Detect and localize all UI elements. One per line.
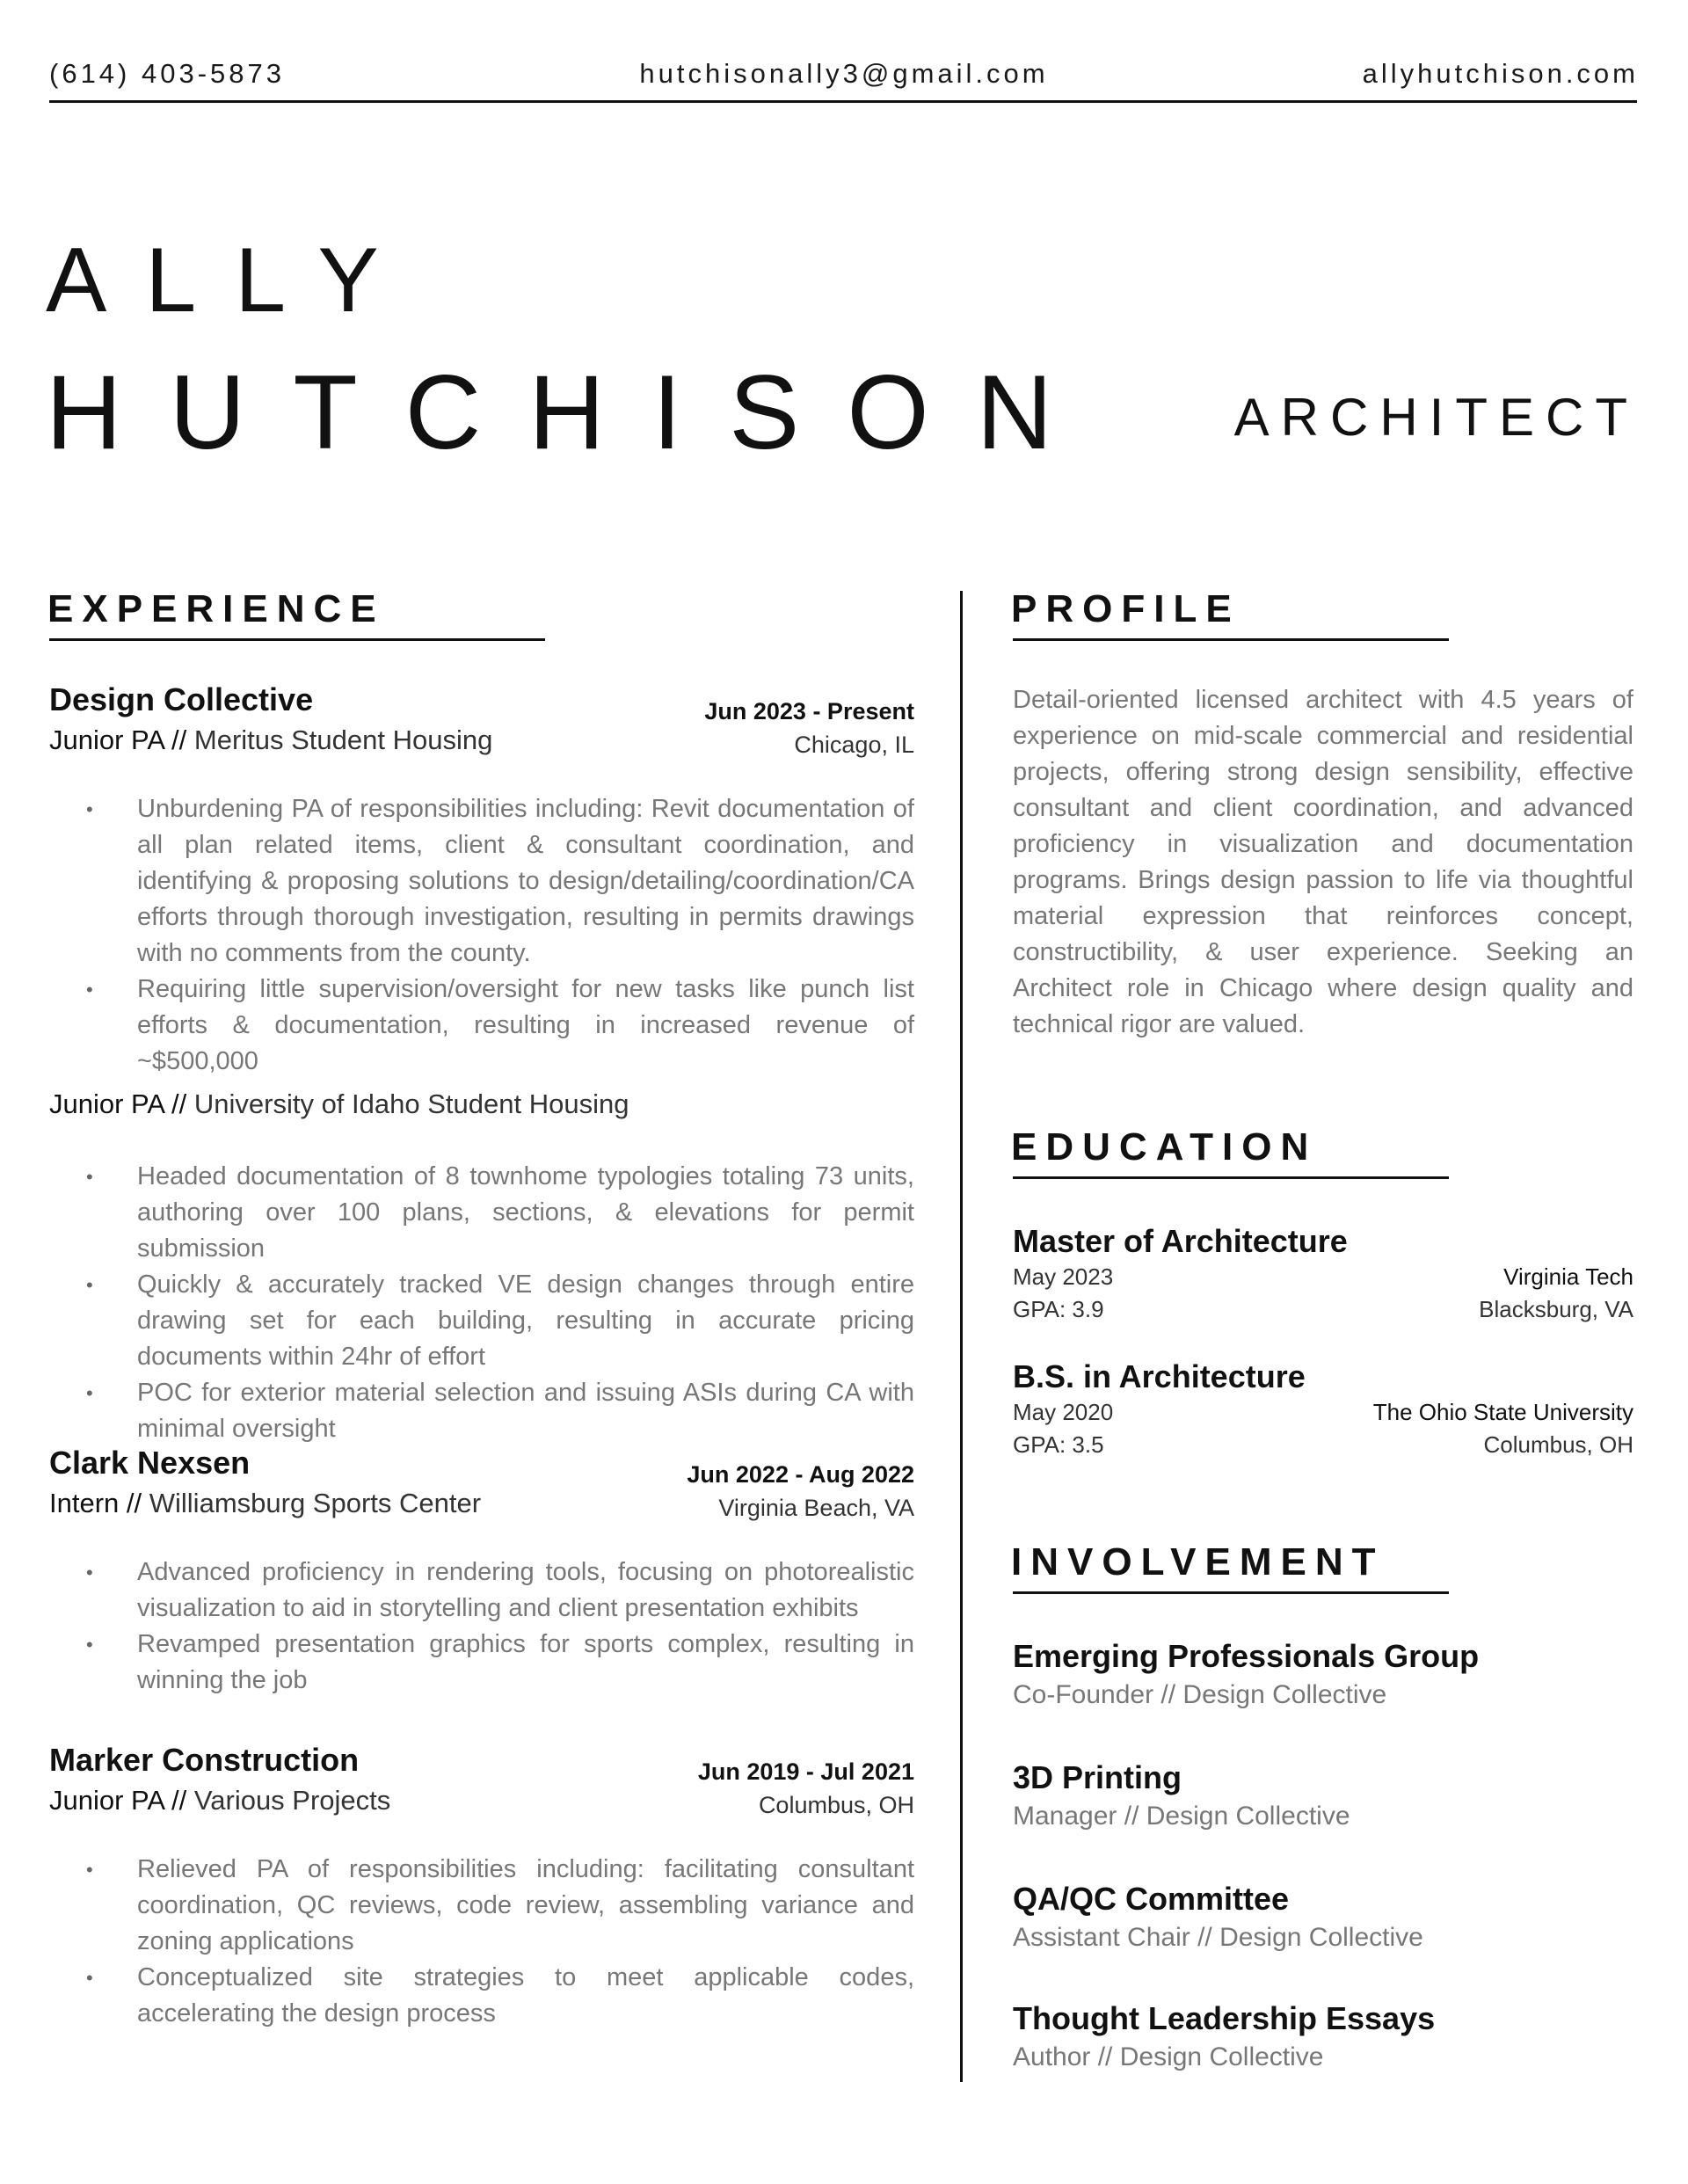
education-row — [1013, 1293, 1633, 1326]
role-title: Junior PA — [49, 1088, 164, 1119]
job-role — [49, 723, 914, 758]
project-name: Various Projects — [193, 1785, 391, 1816]
list-item — [49, 1627, 914, 1699]
job-entry — [49, 1444, 914, 1699]
education-row — [1013, 1429, 1633, 1461]
bullet-icon: • — [86, 1382, 93, 1404]
job-entry — [49, 1087, 914, 1447]
involvement-item — [1013, 1758, 1633, 1834]
phone-number: (614) 403-5873 — [49, 58, 285, 89]
school-location: Columbus, OH — [1483, 1431, 1633, 1458]
job-dates: Jun 2019 - Jul 2021 — [697, 1758, 914, 1785]
degree-name: Master of Architecture — [1013, 1223, 1348, 1259]
gpa: GPA: 3.5 — [1013, 1431, 1104, 1458]
role-separator: // — [171, 724, 187, 755]
job-bullets — [49, 1852, 914, 2032]
gpa: GPA: 3.9 — [1013, 1296, 1104, 1322]
list-item — [49, 972, 914, 1080]
job-bullets — [49, 1159, 914, 1447]
school-location: Blacksburg, VA — [1479, 1296, 1633, 1322]
bullet-icon: • — [86, 1274, 93, 1296]
involvement-item — [1013, 1999, 1633, 2075]
education-entry — [1013, 1222, 1633, 1326]
involvement-role: Assistant Chair // Design Collective — [1013, 1923, 1423, 1952]
project-name: Williamsburg Sports Center — [149, 1488, 482, 1518]
involvement-role: Author // Design Collective — [1013, 2042, 1324, 2071]
list-item — [49, 1375, 914, 1447]
project-name: Meritus Student Housing — [193, 724, 493, 755]
involvement-title: Emerging Professionals Group — [1013, 1638, 1480, 1674]
education-heading: EDUCATION — [1011, 1125, 1318, 1168]
job-dates: Jun 2023 - Present — [704, 698, 914, 724]
role-title: Intern — [49, 1488, 120, 1518]
column-divider — [960, 591, 963, 2082]
education-entry — [1013, 1358, 1633, 1461]
list-item — [49, 791, 914, 972]
list-item — [49, 1554, 914, 1627]
job-title: ARCHITECT — [1233, 388, 1639, 447]
job-bullets — [49, 791, 914, 1080]
bullet-text: Unburdening PA of responsibilities including: Revit documentation of all plan related items, client & consultant coordination, and identifying & proposing solutions to design/detailing/coordination/CA efforts through thorough investigation, resulting in permits drawings with no comments from the county. — [137, 795, 914, 967]
profile-rule — [1013, 638, 1449, 641]
job-location: Virginia Beach, VA — [718, 1495, 914, 1521]
bullet-text: Quickly & accurately tracked VE design changes through entire drawing set for each building, resulting in accurate pricing documents within 24hr of effort — [137, 1270, 914, 1371]
job-role — [49, 1087, 914, 1122]
education-rule — [1013, 1176, 1449, 1179]
list-item — [49, 1960, 914, 2032]
bullet-text: Revamped presentation graphics for sports complex, resulting in winning the job — [137, 1630, 914, 1694]
involvement-role: Manager // Design Collective — [1013, 1802, 1350, 1831]
bullet-icon: • — [86, 798, 93, 820]
education-row — [1013, 1261, 1633, 1293]
job-entry — [49, 1741, 914, 2032]
list-item — [49, 1852, 914, 1960]
degree-name: B.S. in Architecture — [1013, 1358, 1306, 1394]
bullet-text: Relieved PA of responsibilities including: facilitating consultant coordination, QC reviews, code review, assembling variance and zoning applications — [137, 1855, 914, 1955]
involvement-title: 3D Printing — [1013, 1759, 1182, 1795]
involvement-role: Co-Founder // Design Collective — [1013, 1680, 1387, 1709]
list-item — [49, 1159, 914, 1267]
experience-section — [49, 0, 914, 2184]
graduation-date: May 2020 — [1013, 1399, 1114, 1425]
job-location: Columbus, OH — [758, 1792, 914, 1818]
school-name: The Ohio State University — [1372, 1399, 1633, 1425]
email-address: hutchisonally3@gmail.com — [639, 58, 1049, 89]
project-name: University of Idaho Student Housing — [193, 1088, 629, 1119]
profile-heading: PROFILE — [1011, 587, 1241, 630]
company-name: Clark Nexsen — [49, 1445, 251, 1481]
role-title: Junior PA — [49, 1785, 164, 1816]
experience-heading: EXPERIENCE — [47, 587, 385, 630]
job-dates: Jun 2022 - Aug 2022 — [687, 1461, 914, 1488]
involvement-rule — [1013, 1591, 1449, 1594]
website: allyhutchison.com — [1362, 58, 1639, 89]
company-name: Marker Construction — [49, 1742, 360, 1778]
role-separator: // — [126, 1488, 142, 1518]
education-row — [1013, 1396, 1633, 1429]
role-separator: // — [171, 1785, 187, 1816]
job-location: Chicago, IL — [794, 732, 914, 758]
bullet-text: Advanced proficiency in rendering tools, focusing on photorealistic visualization to aid in storytelling and client presentation exhibits — [137, 1558, 914, 1622]
involvement-title: Thought Leadership Essays — [1013, 2000, 1436, 2036]
involvement-item — [1013, 1637, 1633, 1713]
job-bullets — [49, 1554, 914, 1699]
bullet-text: POC for exterior material selection and issuing ASIs during CA with minimal oversight — [137, 1379, 914, 1443]
involvement-title: QA/QC Committee — [1013, 1881, 1290, 1917]
job-entry — [49, 681, 914, 1080]
bullet-text: Requiring little supervision/oversight for new tasks like punch list efforts & documentation, resulting in increased revenue of ~$500,000 — [137, 975, 914, 1075]
role-separator: // — [171, 1088, 187, 1119]
company-name: Design Collective — [49, 681, 314, 717]
bullet-icon: • — [86, 1634, 93, 1656]
bullet-icon: • — [86, 1967, 93, 1989]
bullet-icon: • — [86, 1166, 93, 1188]
first-name: ALLY — [46, 229, 418, 331]
bullet-text: Headed documentation of 8 townhome typologies totaling 73 units, authoring over 100 plans, sections, & elevations for permit submission — [137, 1162, 914, 1263]
profile-summary: Detail-oriented licensed architect with 4.5 years of experience on mid-scale commercial and residential projects, offering strong design sensibility, effective consultant and client coordination, and advanced proficiency in visualization and documentation programs. Brings design passion to life via thoughtful material expression that reinforces concept, constructibility, & user experience. Seeking an Architect role in Chicago where design quality and technical rigor are valued. — [1013, 686, 1633, 1038]
bullet-icon: • — [86, 979, 93, 1001]
school-name: Virginia Tech — [1503, 1263, 1633, 1290]
involvement-heading: INVOLVEMENT — [1011, 1540, 1385, 1583]
graduation-date: May 2023 — [1013, 1263, 1114, 1290]
last-name: HUTCHISON — [46, 353, 1101, 471]
role-title: Junior PA — [49, 724, 164, 755]
bullet-text: Conceptualized site strategies to meet applicable codes, accelerating the design process — [137, 1963, 914, 2027]
list-item — [49, 1267, 914, 1375]
bullet-icon: • — [86, 1562, 93, 1583]
bullet-icon: • — [86, 1859, 93, 1881]
involvement-item — [1013, 1880, 1633, 1955]
